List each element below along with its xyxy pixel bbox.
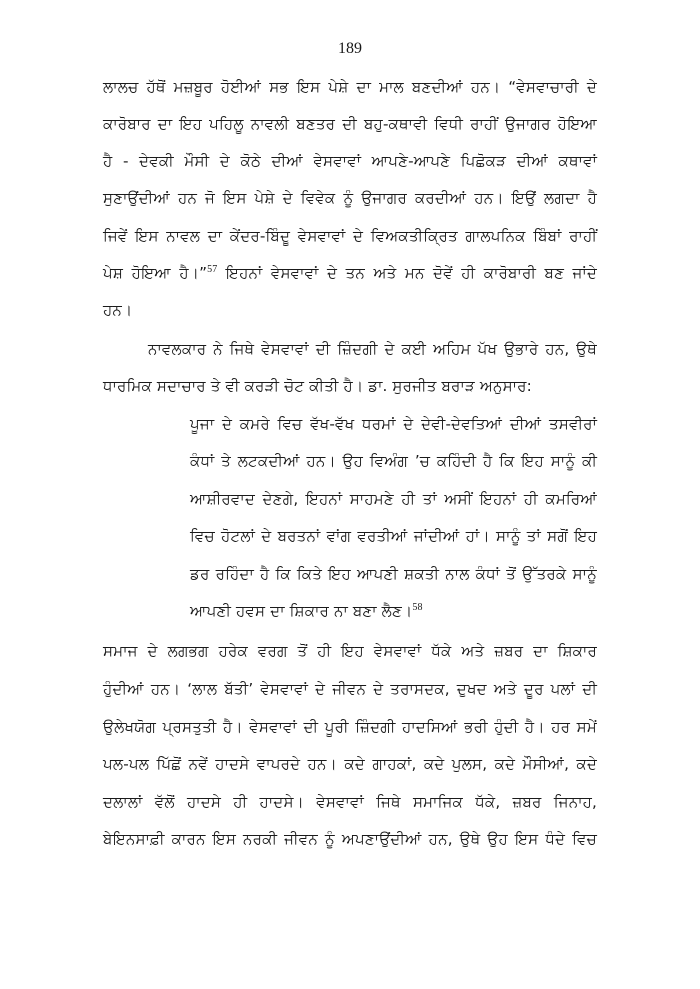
line-text: ਪੇਸ਼ ਹੋਇਆ ਹੈ।” xyxy=(103,264,208,282)
quote-line: ਕੰਧਾਂ ਤੇ ਲਟਕਦੀਆਂ ਹਨ। ਉਹ ਵਿਅੰਗ ’ਚ ਕਹਿੰਦੀ ਹੈ ਕਿ ਇਹ ਸਾਨੂੰ ਕੀ xyxy=(190,452,597,470)
line-text: ਇਹਨਾਂ ਵੇਸਵਾਵਾਂ ਦੇ ਤਨ ਅਤੇ ਮਨ ਦੋਵੇਂ ਹੀ ਕਾਰੋਬਾਰੀ ਬਣ ਜਾਂਦੇ xyxy=(217,264,597,282)
paragraph-line: ਜਿਵੇਂ ਇਸ ਨਾਵਲ ਦਾ ਕੇਂਦਰ-ਬਿੰਦੂ ਵੇਸਵਾਵਾਂ ਦੇ ਵਿਅਕਤੀਕ੍ਰਿਤ ਗਾਲਪਨਿਕ ਬਿੰਬਾਂ ਰਾਹੀਂ xyxy=(103,227,597,245)
paragraph-line: ਸਮਾਜ ਦੇ ਲਗਭਗ ਹਰੇਕ ਵਰਗ ਤੋਂ ਹੀ ਇਹ ਵੇਸਵਾਵਾਂ ਧੱਕੇ ਅਤੇ ਜ਼ਬਰ ਦਾ ਸ਼ਿਕਾਰ xyxy=(103,642,597,660)
footnote-ref-58[interactable]: 58 xyxy=(412,602,423,613)
line-text: ਆਪਣੀ ਹਵਸ ਦਾ ਸ਼ਿਕਾਰ ਨਾ ਬਣਾ ਲੈਣ। xyxy=(190,602,413,620)
paragraph-line: ਲਾਲਚ ਹੱਥੋਂ ਮਜ਼ਬੂਰ ਹੋਈਆਂ ਸਭ ਇਸ ਪੇਸ਼ੇ ਦਾ ਮਾਲ ਬਣਦੀਆਂ ਹਨ। “ਵੇਸਵਾਚਾਰੀ ਦੇ xyxy=(103,78,597,96)
quote-line: ਪੂਜਾ ਦੇ ਕਮਰੇ ਵਿਚ ਵੱਖ-ਵੱਖ ਧਰਮਾਂ ਦੇ ਦੇਵੀ-ਦੇਵਤਿਆਂ ਦੀਆਂ ਤਸਵੀਰਾਂ xyxy=(190,415,597,433)
footnote-ref-57[interactable]: 57 xyxy=(207,264,218,275)
paragraph-line xyxy=(103,263,597,283)
quote-line: ਵਿਚ ਹੋਟਲਾਂ ਦੇ ਬਰਤਨਾਂ ਵਾਂਗ ਵਰਤੀਆਂ ਜਾਂਦੀਆਂ ਹਾਂ। ਸਾਨੂੰ ਤਾਂ ਸਗੋਂ ਇਹ xyxy=(190,527,597,545)
quote-line xyxy=(190,601,597,621)
page-number: 189 xyxy=(338,40,362,57)
paragraph-line: ਧਾਰਮਿਕ ਸਦਾਚਾਰ ਤੇ ਵੀ ਕਰੜੀ ਚੋਟ ਕੀਤੀ ਹੈ। ਡਾ. ਸੁਰਜੀਤ ਬਰਾੜ ਅਨੁਸਾਰ: xyxy=(103,377,532,395)
paragraph-line: ਹੁੰਦੀਆਂ ਹਨ। ‘ਲਾਲ ਬੱਤੀ’ ਵੇਸਵਾਵਾਂ ਦੇ ਜੀਵਨ ਦੇ ਤਰਾਸਦਕ, ਦੁਖਦ ਅਤੇ ਦੂਰ ਪਲਾਂ ਦੀ xyxy=(103,680,597,698)
paragraph-line: ਉਲੇਖਯੋਗ ਪ੍ਰਸਤੁਤੀ ਹੈ। ਵੇਸਵਾਵਾਂ ਦੀ ਪੂਰੀ ਜ਼ਿੰਦਗੀ ਹਾਦਸਿਆਂ ਭਰੀ ਹੁੰਦੀ ਹੈ। ਹਰ ਸਮੇਂ xyxy=(103,718,597,736)
paragraph-line: ਸੁਣਾਉਂਦੀਆਂ ਹਨ ਜੋ ਇਸ ਪੇਸ਼ੇ ਦੇ ਵਿਵੇਕ ਨੂੰ ਉਜਾਗਰ ਕਰਦੀਆਂ ਹਨ। ਇਉਂ ਲਗਦਾ ਹੈ xyxy=(103,189,597,207)
quote-line: ਆਸ਼ੀਰਵਾਦ ਦੇਣਗੇ, ਇਹਨਾਂ ਸਾਹਮਣੇ ਹੀ ਤਾਂ ਅਸੀਂ ਇਹਨਾਂ ਹੀ ਕਮਰਿਆਂ xyxy=(190,490,597,508)
quote-line: ਡਰ ਰਹਿੰਦਾ ਹੈ ਕਿ ਕਿਤੇ ਇਹ ਆਪਣੀ ਸ਼ਕਤੀ ਨਾਲ ਕੰਧਾਂ ਤੋਂ ਉੱਤਰਕੇ ਸਾਨੂੰ xyxy=(190,565,597,583)
paragraph-line: ਕਾਰੋਬਾਰ ਦਾ ਇਹ ਪਹਿਲੂ ਨਾਵਲੀ ਬਣਤਰ ਦੀ ਬਹੁ-ਕਥਾਵੀ ਵਿਧੀ ਰਾਹੀਂ ਉਜਾਗਰ ਹੋਇਆ xyxy=(103,115,597,133)
paragraph-line: ਪਲ-ਪਲ ਪਿੱਛੋਂ ਨਵੇਂ ਹਾਦਸੇ ਵਾਪਰਦੇ ਹਨ। ਕਦੇ ਗਾਹਕਾਂ, ਕਦੇ ਪੁਲਸ, ਕਦੇ ਮੌਸੀਆਂ, ਕਦੇ xyxy=(103,755,597,773)
paragraph-line: ਨਾਵਲਕਾਰ ਨੇ ਜਿਥੇ ਵੇਸਵਾਵਾਂ ਦੀ ਜ਼ਿੰਦਗੀ ਦੇ ਕਈ ਅਹਿਮ ਪੱਖ ਉਭਾਰੇ ਹਨ, ਉਥੇ xyxy=(148,340,597,358)
paragraph-line: ਦਲਾਲਾਂ ਵੱਲੋਂ ਹਾਦਸੇ ਹੀ ਹਾਦਸੇ। ਵੇਸਵਾਵਾਂ ਜਿਥੇ ਸਮਾਜਿਕ ਧੱਕੇ, ਜ਼ਬਰ ਜਿਨਾਹ, xyxy=(103,793,597,811)
paragraph-line: ਹੈ - ਦੇਵਕੀ ਮੌਸੀ ਦੇ ਕੋਠੇ ਦੀਆਂ ਵੇਸਵਾਵਾਂ ਆਪਣੇ-ਆਪਣੇ ਪਿਛੋਕੜ ਦੀਆਂ ਕਥਾਵਾਂ xyxy=(103,152,597,170)
paragraph-line: ਬੇਇਨਸਾਫ਼ੀ ਕਾਰਨ ਇਸ ਨਰਕੀ ਜੀਵਨ ਨੂੰ ਅਪਣਾਉਂਦੀਆਂ ਹਨ, ਉਥੇ ਉਹ ਇਸ ਧੰਦੇ ਵਿਚ xyxy=(103,830,597,848)
paragraph-line: ਹਨ। xyxy=(103,301,133,319)
